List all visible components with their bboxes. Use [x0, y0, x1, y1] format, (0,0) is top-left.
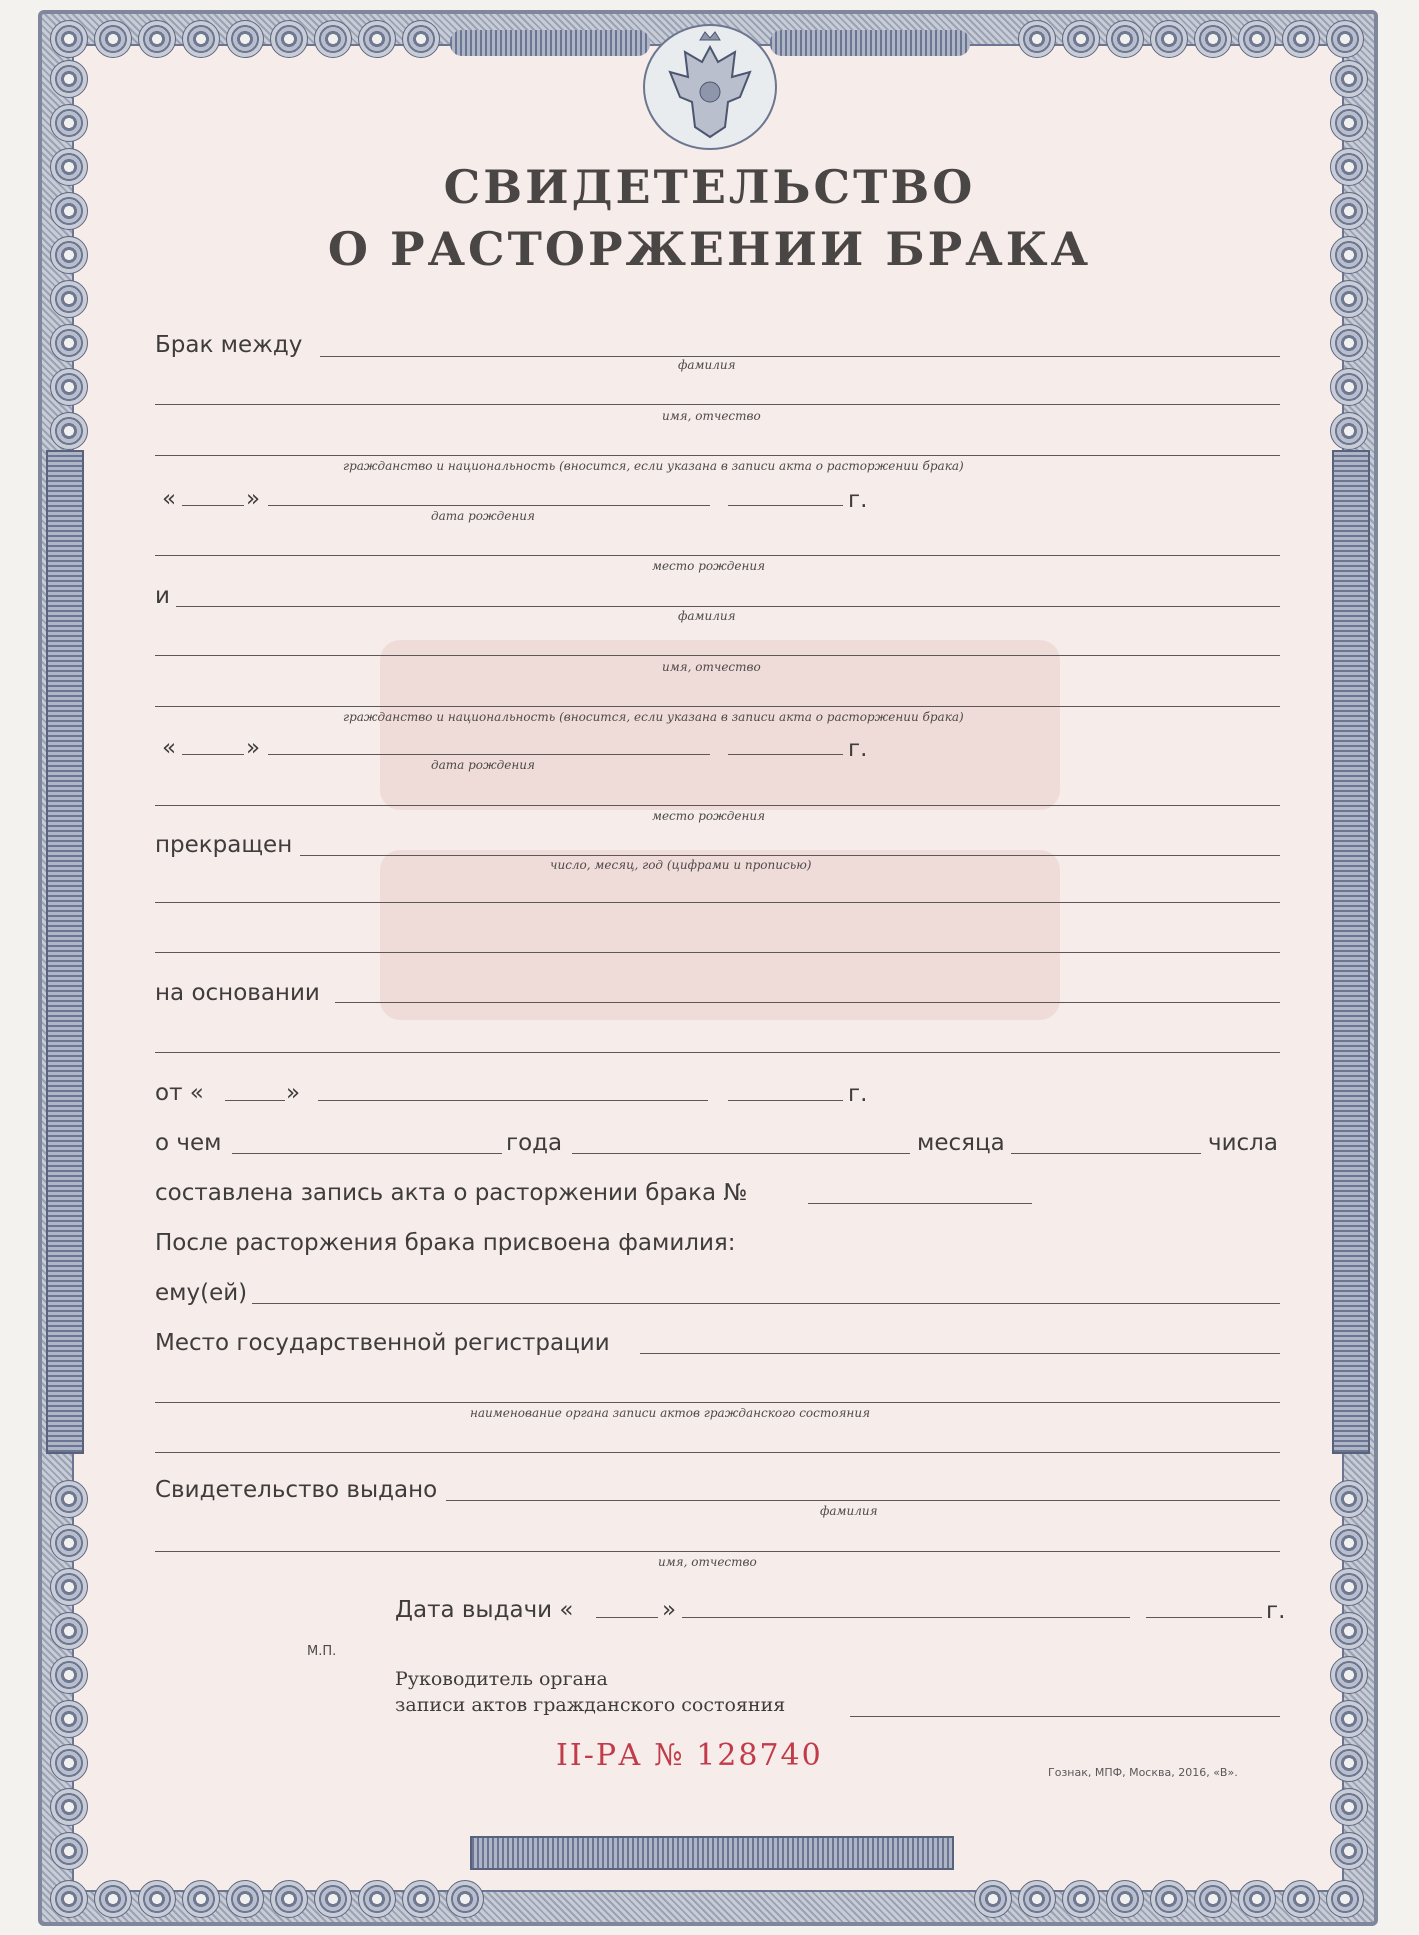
- issue-year-line[interactable]: [1146, 1617, 1262, 1618]
- spouse2-birthplace-line[interactable]: [155, 805, 1280, 806]
- title-line-2: О РАСТОРЖЕНИИ БРАКА: [327, 222, 1092, 276]
- label-and: и: [155, 583, 170, 609]
- issued-name-line[interactable]: [155, 1551, 1280, 1552]
- registration-place-line[interactable]: [640, 1353, 1280, 1354]
- spouse2-month-line[interactable]: [268, 754, 710, 755]
- caption-name: имя, отчество: [658, 1555, 757, 1569]
- caption-office: наименование органа записи актов гражданского состояния: [470, 1406, 871, 1420]
- label-to-him-her: ему(ей): [155, 1280, 248, 1306]
- stamp-place: М.П.: [307, 1644, 337, 1659]
- caption-date-words: число, месяц, год (цифрами и прописью): [550, 858, 812, 872]
- year-suffix: г.: [848, 1081, 868, 1107]
- caption-name: имя, отчество: [662, 660, 761, 674]
- date-close-quote: »: [246, 486, 261, 512]
- spouse2-year-line[interactable]: [728, 754, 843, 755]
- label-marriage-between: Брак между: [155, 332, 303, 358]
- date-open-quote: «: [162, 735, 177, 761]
- year-suffix: г.: [1266, 1598, 1286, 1624]
- head-signature-line[interactable]: [850, 1716, 1280, 1717]
- basis-day-line[interactable]: [225, 1100, 285, 1101]
- spouse1-year-line[interactable]: [728, 505, 843, 506]
- serial-number: II-РА № 128740: [556, 1738, 823, 1773]
- registration-place-line-2[interactable]: [155, 1402, 1280, 1403]
- basis-line[interactable]: [335, 1002, 1280, 1003]
- year-suffix: г.: [848, 487, 868, 513]
- spouse1-surname-line[interactable]: [320, 356, 1280, 357]
- registration-place-line-3[interactable]: [155, 1452, 1280, 1453]
- new-surname-line[interactable]: [252, 1303, 1280, 1304]
- record-month-line[interactable]: [572, 1153, 910, 1154]
- caption-name: имя, отчество: [662, 409, 761, 423]
- record-day-line[interactable]: [1011, 1153, 1201, 1154]
- date-close-quote: »: [662, 1597, 677, 1623]
- year-suffix: г.: [848, 736, 868, 762]
- record-number-line[interactable]: [808, 1203, 1032, 1204]
- caption-citizenship: гражданство и национальность (вносится, если указана в записи акта о расторжении брака): [343, 710, 964, 724]
- label-record-compiled: составлена запись акта о расторжении брака №: [155, 1180, 748, 1206]
- label-on-basis: на основании: [155, 980, 320, 1006]
- caption-surname: фамилия: [678, 609, 736, 623]
- spouse1-day-line[interactable]: [182, 505, 244, 506]
- label-issue-date: Дата выдачи «: [395, 1597, 574, 1623]
- caption-citizenship: гражданство и национальность (вносится, если указана в записи акта о расторжении брака): [343, 459, 964, 473]
- issue-month-line[interactable]: [682, 1617, 1130, 1618]
- record-year-line[interactable]: [232, 1153, 502, 1154]
- label-from: от «: [155, 1080, 204, 1106]
- date-close-quote: »: [246, 735, 261, 761]
- date-open-quote: «: [162, 486, 177, 512]
- spouse1-month-line[interactable]: [268, 505, 710, 506]
- termination-date-line[interactable]: [300, 855, 1280, 856]
- termination-date-line-2[interactable]: [155, 902, 1280, 903]
- caption-birthplace: место рождения: [652, 809, 766, 823]
- caption-birthplace: место рождения: [652, 559, 766, 573]
- spouse2-day-line[interactable]: [182, 754, 244, 755]
- caption-birthdate: дата рождения: [431, 758, 535, 772]
- spouse1-birthplace-line[interactable]: [155, 555, 1280, 556]
- label-day: числа: [1208, 1130, 1278, 1156]
- issued-surname-line[interactable]: [446, 1500, 1280, 1501]
- label-issued-to: Свидетельство выдано: [155, 1477, 438, 1503]
- head-title-line-2: записи актов гражданского состояния: [395, 1694, 786, 1716]
- caption-surname: фамилия: [678, 358, 736, 372]
- label-month: месяца: [917, 1130, 1005, 1156]
- basis-year-line[interactable]: [728, 1100, 843, 1101]
- spouse1-name-line[interactable]: [155, 404, 1280, 405]
- basis-month-line[interactable]: [318, 1100, 708, 1101]
- head-title-line-1: Руководитель органа: [395, 1668, 608, 1690]
- issue-day-line[interactable]: [596, 1617, 658, 1618]
- printer-imprint: Гознак, МПФ, Москва, 2016, «В».: [1048, 1766, 1238, 1779]
- caption-surname: фамилия: [820, 1504, 878, 1518]
- title-line-1: СВИДЕТЕЛЬСТВО: [443, 160, 976, 214]
- label-terminated: прекращен: [155, 832, 293, 858]
- termination-date-line-3[interactable]: [155, 952, 1280, 953]
- label-about-which: о чем: [155, 1130, 222, 1156]
- label-surname-after: После расторжения брака присвоена фамилия:: [155, 1230, 736, 1256]
- spouse1-citizenship-line[interactable]: [155, 455, 1280, 456]
- label-year: года: [506, 1130, 563, 1156]
- label-registration-place: Место государственной регистрации: [155, 1330, 610, 1356]
- spouse2-surname-line[interactable]: [176, 606, 1280, 607]
- spouse2-name-line[interactable]: [155, 655, 1280, 656]
- caption-birthdate: дата рождения: [431, 509, 535, 523]
- spouse2-citizenship-line[interactable]: [155, 706, 1280, 707]
- basis-line-2[interactable]: [155, 1052, 1280, 1053]
- date-close-quote: »: [286, 1080, 301, 1106]
